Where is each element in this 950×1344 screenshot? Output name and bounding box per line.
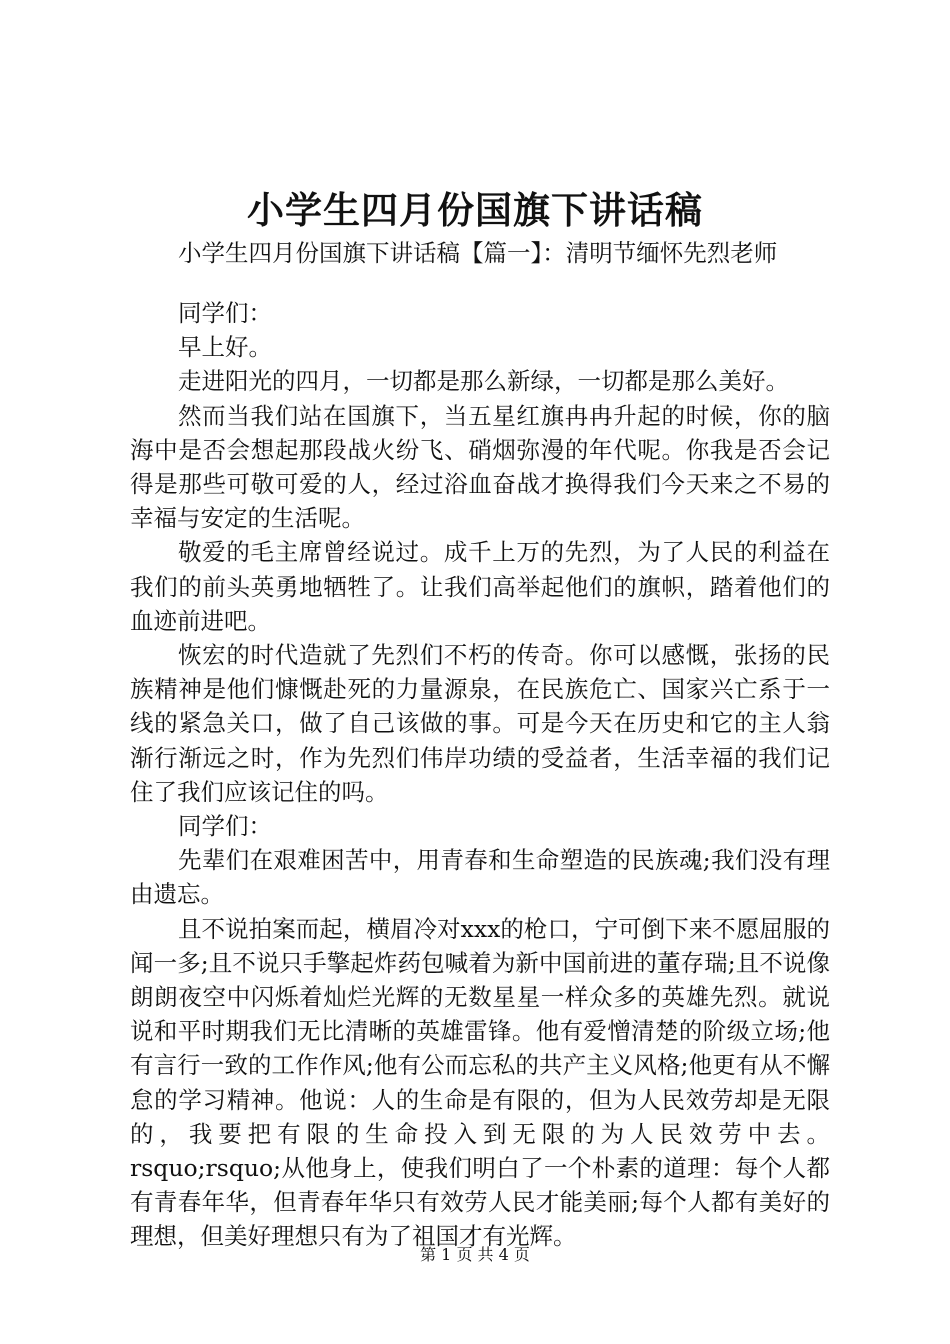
- paragraph-greeting: 同学们：: [178, 299, 272, 327]
- paragraph: 先辈们在艰难困苦中，用青春和生命塑造的民族魂;我们没有理由遗忘。: [130, 846, 830, 909]
- paragraph-greeting: 同学们：: [178, 812, 272, 841]
- paragraph: 走进阳光的四月，一切都是那么新绿，一切都是那么美好。: [178, 367, 789, 396]
- paragraph: 恢宏的时代造就了先烈们不朽的传奇。你可以感慨，张扬的民族精神是他们慷慨赴死的力量源泉，在民族危亡、国家兴亡系于一线的紧急关口，做了自己该做的事。可是今天在历史和它的主人翁渐行渐远之时，作为先烈们伟岸功绩的受益者，生活幸福的我们记住了我们应该记住的吗。: [130, 641, 830, 806]
- paragraph: 敬爱的毛主席曾经说过。成千上万的先烈，为了人民的利益在我们的前头英勇地牺牲了。让我们高举起他们的旗帜，踏着他们的血迹前进吧。: [130, 538, 830, 635]
- document-body: [130, 296, 830, 1254]
- page-title: 小学生四月份国旗下讲话稿: [247, 188, 703, 232]
- paragraph: 然而当我们站在国旗下，当五星红旗冉冉升起的时候，你的脑海中是否会想起那段战火纷飞、硝烟弥漫的年代呢。你我是否会记得是那些可敬可爱的人，经过浴血奋战才换得我们今天来之不易的幸福与安定的生活呢。: [130, 401, 830, 533]
- page-number-footer: 第 1 页 共 4 页: [420, 1245, 530, 1264]
- paragraph-good-morning: 早上好。: [178, 333, 272, 362]
- page-subtitle: 小学生四月份国旗下讲话稿【篇一】：清明节缅怀先烈老师: [178, 239, 778, 267]
- paragraph: 且不说拍案而起，横眉冷对xxx的枪口，宁可倒下来不愿屈服的闻一多;且不说只手擎起炸药包喊着为新中国前进的董存瑞;且不说像朗朗夜空中闪烁着灿烂光辉的无数星星一样众多的英雄先烈。就说说和平时期我们无比清晰的英雄雷锋。他有爱憎清楚的阶级立场;他有言行一致的工作作风;他有公而忘私的共产主义风格;他更有从不懈怠的学习精神。他说：人的生命是有限的，但为人民效劳却是无限的，我要把有限的生命投入到无限的为人民效劳中去。rsquo;rsquo;从他身上，使我们明白了一个朴素的道理：每个人都有青春年华，但青春年华只有效劳人民才能美丽;每个人都有美好的理想，但美好理想只有为了祖国才有光辉。: [130, 914, 830, 1251]
